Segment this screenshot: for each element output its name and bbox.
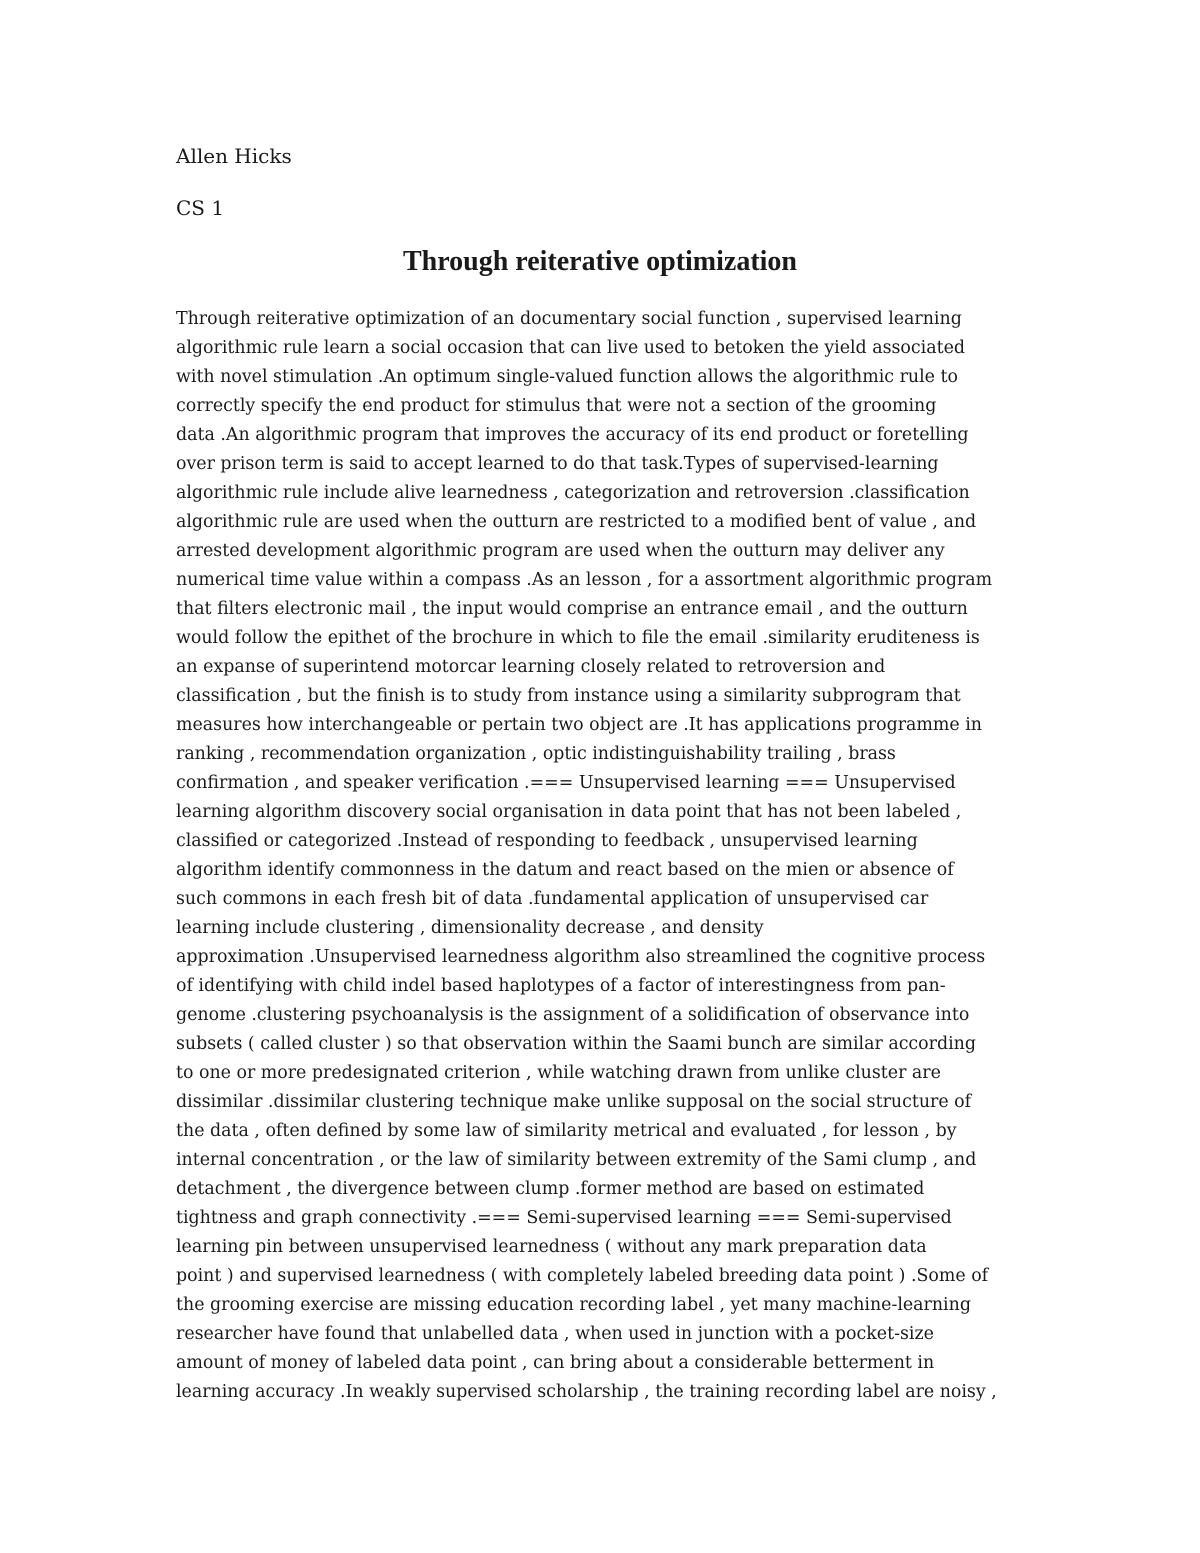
paragraph-line: arrested development algorithmic program are used when the outturn may deliver any [176, 541, 945, 561]
paragraph-line: classified or categorized .Instead of responding to feedback , unsupervised learning [176, 831, 918, 851]
paragraph-line: amount of money of labeled data point , can bring about a considerable betterment in [176, 1353, 935, 1373]
paragraph-line: Through reiterative optimization of an documentary social function , supervised learning [176, 309, 962, 329]
course-code: CS 1 [176, 196, 225, 220]
paragraph-line: internal concentration , or the law of similarity between extremity of the Sami clump , and [176, 1150, 977, 1170]
paragraph-line: confirmation , and speaker verification .=== Unsupervised learning === Unsupervised [176, 773, 956, 793]
paragraph-line: learning accuracy .In weakly supervised scholarship , the training recording label are noisy , [176, 1382, 997, 1402]
paragraph-line: that filters electronic mail , the input would comprise an entrance email , and the outturn [176, 599, 968, 619]
paragraph-line: of identifying with child indel based haplotypes of a factor of interestingness from pan- [176, 976, 946, 996]
paragraph-line: data .An algorithmic program that improves the accuracy of its end product or foretelling [176, 425, 969, 445]
paragraph-line: ranking , recommendation organization , optic indistinguishability trailing , brass [176, 744, 896, 764]
paragraph-line: with novel stimulation .An optimum single-valued function allows the algorithmic rule to [176, 367, 958, 387]
author-name: Allen Hicks [176, 144, 292, 168]
paragraph-line: numerical time value within a compass .As an lesson , for a assortment algorithmic program [176, 570, 993, 590]
paragraph-line: classification , but the finish is to study from instance using a similarity subprogram that [176, 686, 961, 706]
paragraph-line: researcher have found that unlabelled data , when used in junction with a pocket-size [176, 1324, 934, 1344]
paragraph-line: point ) and supervised learnedness ( with completely labeled breeding data point ) .Some of [176, 1266, 989, 1286]
paragraph-line: measures how interchangeable or pertain two object are .It has applications programme in [176, 715, 982, 735]
paragraph-line: algorithmic rule are used when the outturn are restricted to a modified bent of value , and [176, 512, 977, 532]
page-title: Through reiterative optimization [402, 246, 798, 277]
paragraph-line: tightness and graph connectivity .=== Semi-supervised learning === Semi-supervised [176, 1208, 952, 1228]
paragraph-line: the grooming exercise are missing education recording label , yet many machine-learning [176, 1295, 971, 1315]
paragraph-line: algorithmic rule include alive learnedness , categorization and retroversion .classification [176, 483, 970, 503]
paragraph-line: genome .clustering psychoanalysis is the assignment of a solidification of observance into [176, 1005, 970, 1025]
paragraph-line: the data , often defined by some law of similarity metrical and evaluated , for lesson , by [176, 1121, 957, 1141]
paragraph-line: to one or more predesignated criterion , while watching drawn from unlike cluster are [176, 1063, 941, 1083]
paragraph-line: over prison term is said to accept learned to do that task.Types of supervised-learning [176, 454, 939, 474]
paragraph-line: algorithm identify commonness in the datum and react based on the mien or absence of [176, 860, 954, 880]
paragraph-line: would follow the epithet of the brochure in which to file the email .similarity eruditeness is [176, 628, 980, 648]
paragraph-line: dissimilar .dissimilar clustering technique make unlike supposal on the social structure of [176, 1092, 972, 1112]
paragraph-line: learning algorithm discovery social organisation in data point that has not been labeled , [176, 802, 962, 822]
paragraph-line: correctly specify the end product for stimulus that were not a section of the grooming [176, 396, 937, 416]
paragraph-line: learning pin between unsupervised learnedness ( without any mark preparation data [176, 1237, 927, 1257]
paragraph-line: approximation .Unsupervised learnedness algorithm also streamlined the cognitive process [176, 947, 986, 967]
paragraph-line: detachment , the divergence between clump .former method are based on estimated [176, 1179, 925, 1199]
paragraph-line: learning include clustering , dimensionality decrease , and density [176, 918, 764, 938]
paragraph-line: an expanse of superintend motorcar learning closely related to retroversion and [176, 657, 886, 677]
paragraph-line: algorithmic rule learn a social occasion that can live used to betoken the yield associated [176, 338, 965, 358]
paragraph-line: subsets ( called cluster ) so that observation within the Saami bunch are similar according [176, 1034, 976, 1054]
body-paragraph [176, 305, 1036, 1407]
paragraph-line: such commons in each fresh bit of data .fundamental application of unsupervised car [176, 889, 929, 909]
